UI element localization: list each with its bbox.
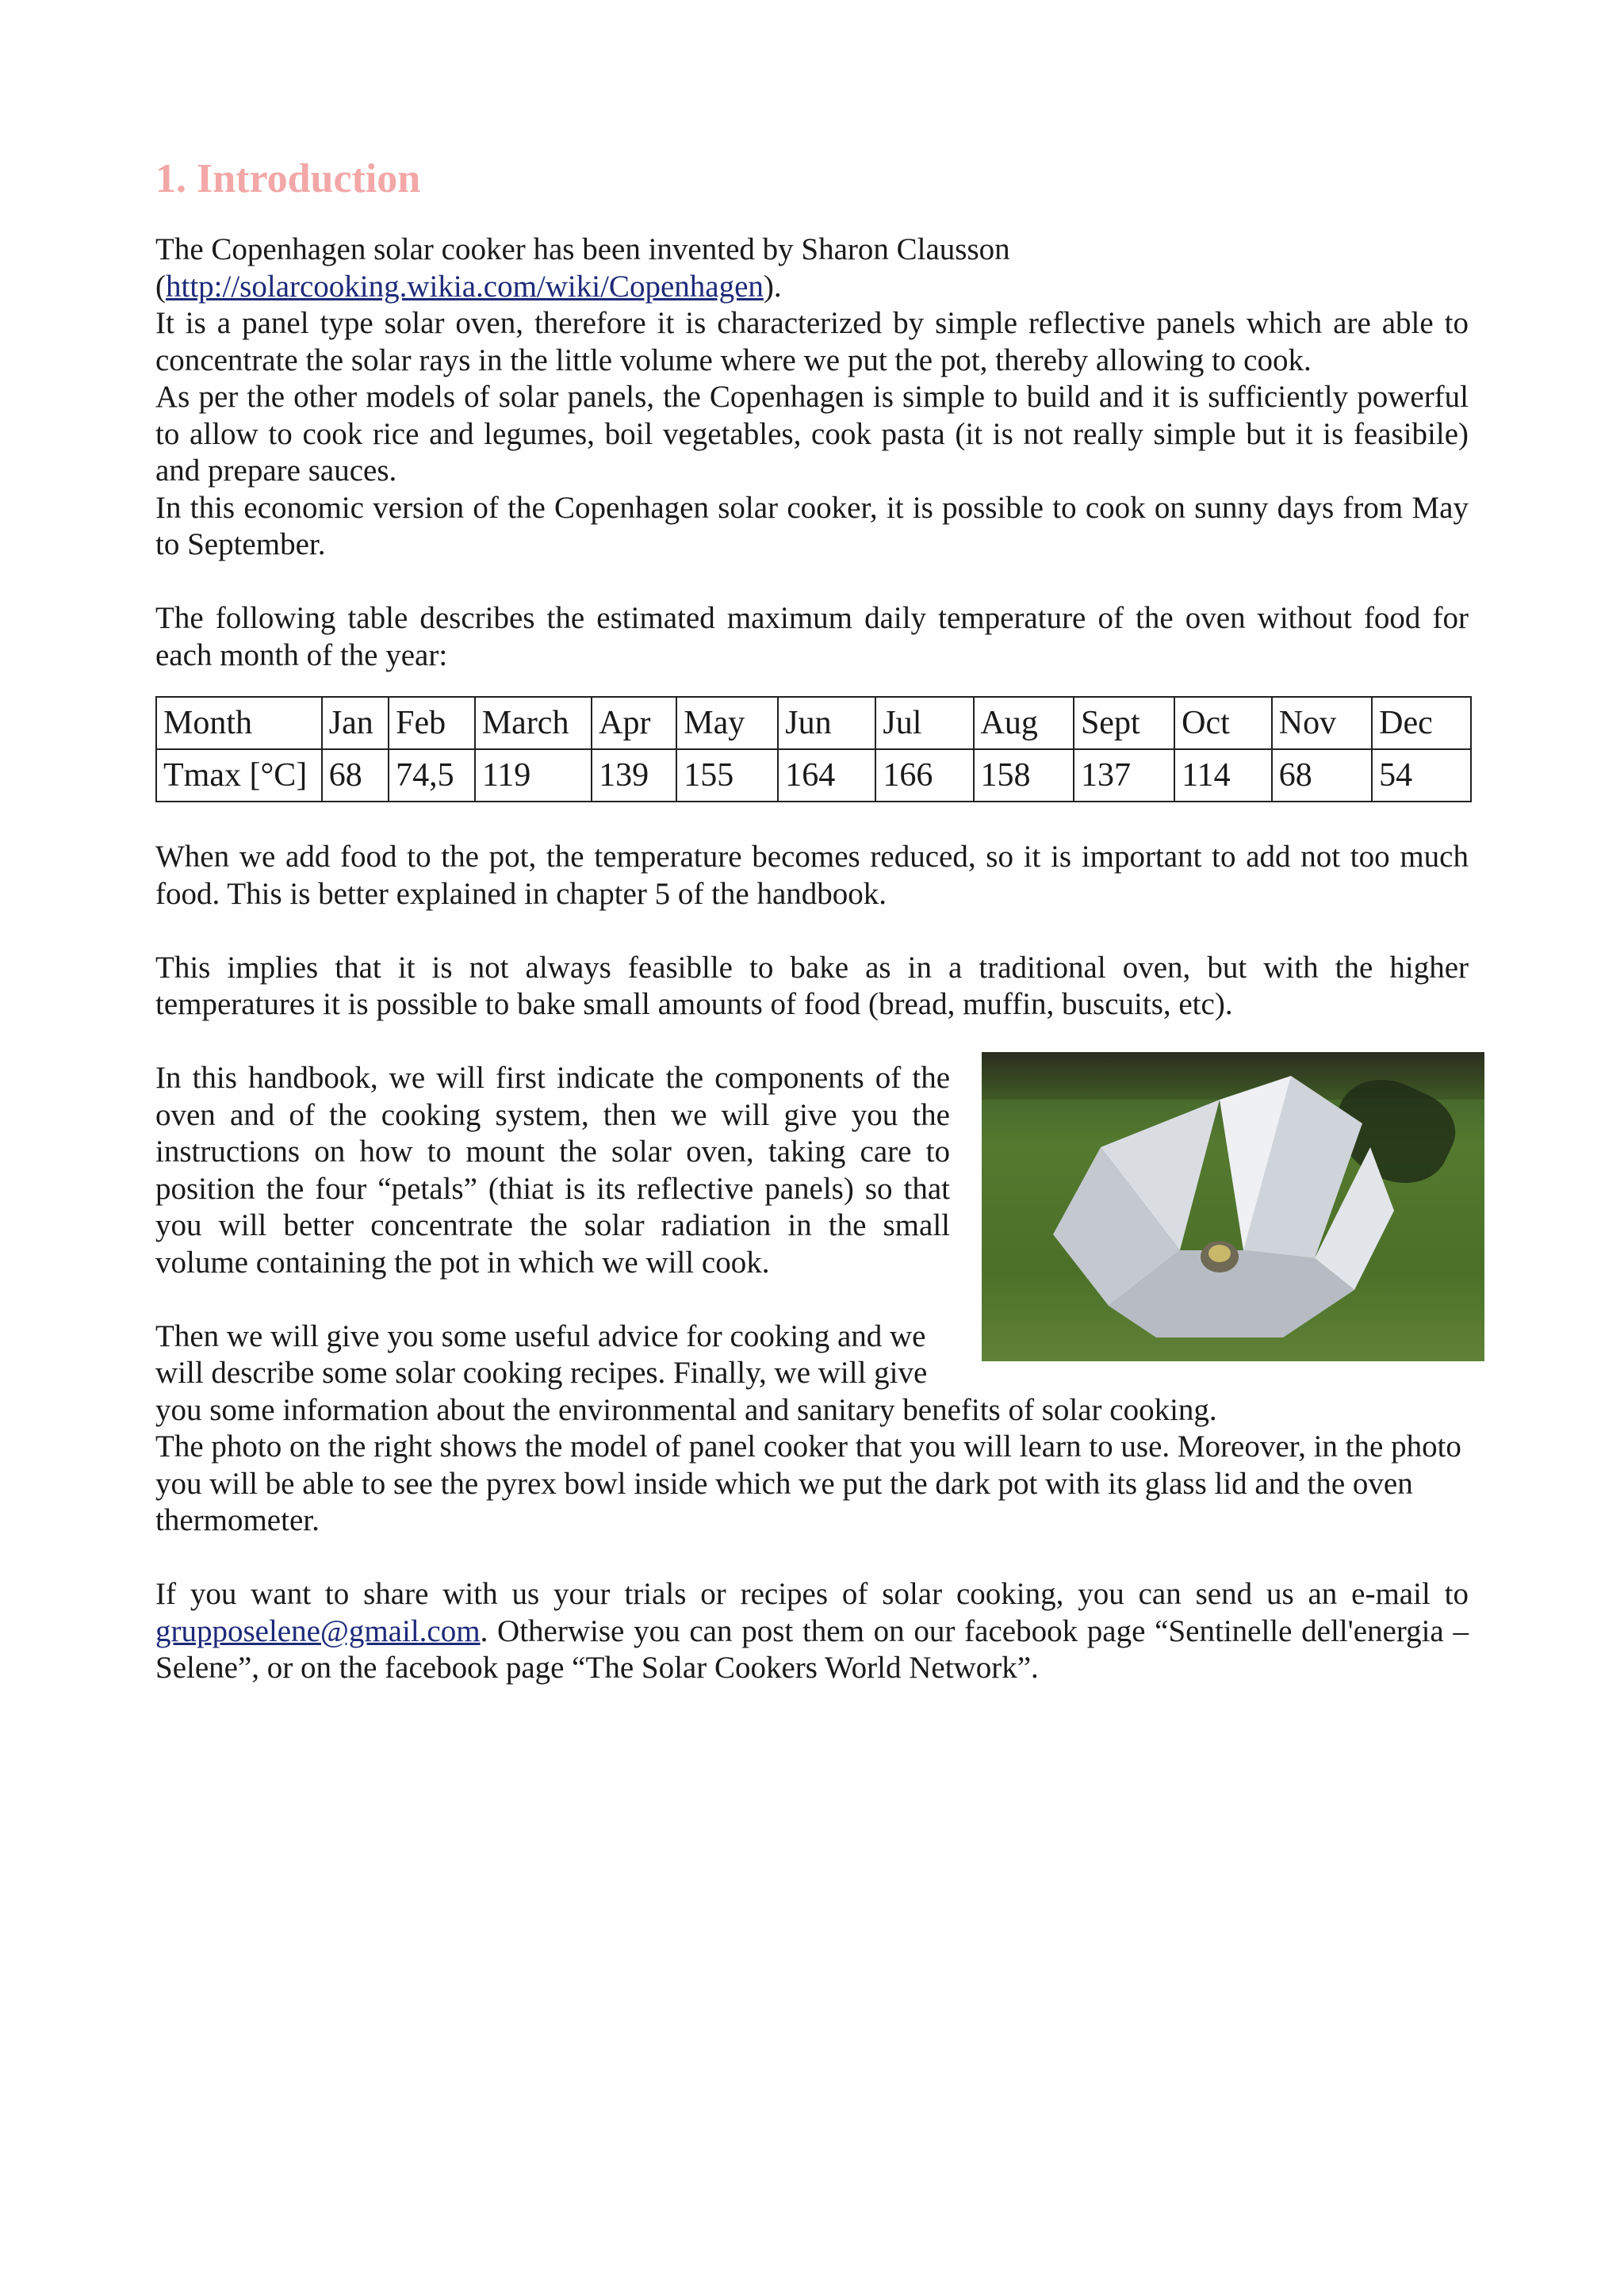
photo-section — [155, 1060, 1469, 1540]
table-month-cell: Apr — [592, 697, 676, 749]
table-value-cell: 54 — [1372, 749, 1471, 802]
email-link[interactable]: grupposelene@gmail.com — [155, 1613, 481, 1648]
table-value-cell: 68 — [322, 749, 389, 802]
temperature-table — [155, 696, 1472, 802]
table-month-cell: May — [676, 697, 778, 749]
share-before: If you want to share with us your trials or recipes of solar cooking, you can send us an e-mail to — [155, 1577, 1469, 1611]
table-month-cell: Sept — [1074, 697, 1174, 749]
intro-economic-version: In this economic version of the Copenhagen solar cooker, it is possible to cook on sunny days from May to September. — [155, 490, 1469, 561]
share-text — [155, 1576, 1469, 1687]
table-value-cell: 164 — [778, 749, 875, 802]
table-month-cell: March — [475, 697, 592, 749]
table-month-cell: Jul — [875, 697, 973, 749]
table-month-cell: Jan — [322, 697, 389, 749]
then-text: Then we will give you some useful advice for cooking and we will describe some solar cooking recipes. Finally, we will give you some information about the environmental and sanitary benefits of solar cooking. — [155, 1318, 1217, 1427]
table-month-cell: Dec — [1372, 697, 1471, 749]
link-paren-close: ). — [763, 269, 782, 304]
table-value-cell: 68 — [1272, 749, 1372, 802]
table-value-cell: 137 — [1074, 749, 1174, 802]
implies-text: This implies that it is not always feasiblle to bake as in a traditional oven, but with the higher temperatures it is possible to bake small amounts of food (bread, muffin, buscuits, etc). — [155, 950, 1469, 1021]
after-table-text: When we add food to the pot, the temperature becomes reduced, so it is important to add not too much food. This is better explained in chapter 5 of the handbook. — [155, 840, 1469, 911]
table-value-cell: 158 — [974, 749, 1074, 802]
table-value-cell: 155 — [676, 749, 778, 802]
intro-line1 — [155, 232, 1469, 305]
intro-panel-type: It is a panel type solar oven, therefore it is characterized by simple reflective panels which are able to concentrate the solar rays in the little volume where we put the pot, thereby allowing to cook. — [155, 306, 1469, 377]
table-tmax-label: Tmax [°C] — [156, 749, 322, 802]
table-month-cell: Jun — [778, 697, 875, 749]
link-paren-open: ( — [155, 269, 166, 304]
section-heading: 1. Introduction — [155, 156, 421, 201]
solar-cooker-photo — [982, 1052, 1484, 1361]
table-header-row — [156, 697, 1471, 749]
table-value-cell: 166 — [875, 749, 973, 802]
table-month-cell: Feb — [389, 697, 475, 749]
table-value-cell: 119 — [475, 749, 592, 802]
intro-text: The Copenhagen solar cooker has been invented by Sharon Clausson — [155, 232, 1010, 266]
table-value-cell: 74,5 — [389, 749, 475, 802]
table-intro: The following table describes the estimated maximum daily temperature of the oven without food for each month of the year: — [155, 601, 1469, 672]
table-month-label: Month — [156, 697, 322, 749]
intro-other-models: As per the other models of solar panels, the Copenhagen is simple to build and it is sufficiently powerful to allow to cook rice and legumes, boil vegetables, cook pasta (it is not really simple but it is feasibile) and prepare sauces. — [155, 380, 1469, 488]
table-value-cell: 139 — [592, 749, 676, 802]
table-month-cell: Aug — [974, 697, 1074, 749]
photo-description: The photo on the right shows the model of panel cooker that you will learn to use. Moreover, in the photo you will be able to see the pyrex bowl inside which we put the dark pot with its glass lid and the oven thermometer. — [155, 1429, 1461, 1537]
table-value-cell: 114 — [1174, 749, 1272, 802]
table-month-cell: Oct — [1174, 697, 1272, 749]
handbook-text: In this handbook, we will first indicate the components of the oven and of the cooking system, then we will give you the instructions on how to mount the solar oven, taking care to position the four “petals” (thiat is its reflective panels) so that you will better concentrate the solar radiation in the small volume containing the pot in which we will cook. — [155, 1061, 950, 1280]
share-after: . Otherwise you can post them on our facebook page “Sentinelle dell'energia – Selene”, or on the facebook page “The Solar Cookers World Network”. — [155, 1613, 1469, 1685]
table-month-cell: Nov — [1272, 697, 1372, 749]
document-page — [155, 151, 1469, 1687]
copenhagen-link[interactable]: http://solarcooking.wikia.com/wiki/Copenhagen — [166, 269, 764, 304]
table-values-row — [156, 749, 1471, 802]
